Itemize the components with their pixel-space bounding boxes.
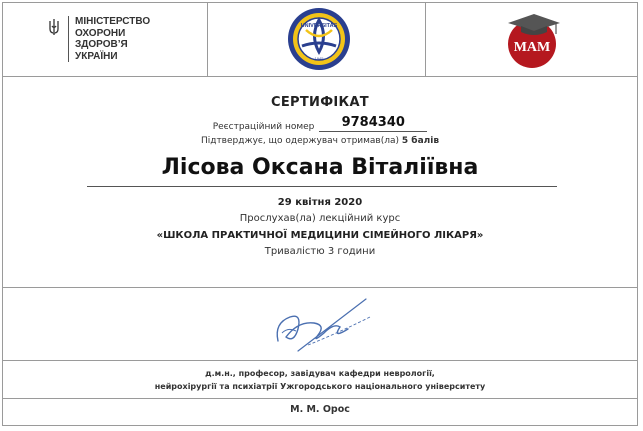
divider xyxy=(2,360,638,361)
divider xyxy=(2,287,638,288)
name-underline xyxy=(87,186,557,187)
signatory-name: М. М. Орос xyxy=(290,404,350,415)
university-logo-cell xyxy=(208,2,426,76)
registration-line xyxy=(2,115,638,132)
mam-logo-cell xyxy=(426,2,638,76)
listened-text: Прослухав(ла) лекційний курс xyxy=(239,213,401,224)
points-value: 5 балів xyxy=(401,136,440,146)
ministry-name: МІНІСТЕРСТВО ОХОРОНИ ЗДОРОВ’Я УКРАЇНИ xyxy=(68,16,178,62)
signatory-position xyxy=(2,367,638,393)
ministry-logo xyxy=(68,16,178,62)
confirmation-text: Підтверджує, що одержувач отримав(ла) xyxy=(200,136,400,146)
trident-icon xyxy=(48,18,60,40)
signatory-position-line-2: нейрохірургії та психіатрії Ужгородського національного університету xyxy=(154,382,486,391)
ministry-logo-cell xyxy=(2,2,208,76)
signature-image xyxy=(268,293,378,359)
svg-text:UNIVERSITAS: UNIVERSITAS xyxy=(300,23,338,29)
course-duration: Тривалістю 3 години xyxy=(264,246,376,257)
divider xyxy=(2,76,638,77)
recipient-name: Лісова Оксана Віталіївна xyxy=(161,155,479,180)
registration-number: 9784340 xyxy=(341,115,405,130)
divider xyxy=(2,398,638,399)
logo-row xyxy=(2,2,638,76)
svg-text:1945: 1945 xyxy=(314,56,324,61)
registration-label: Реєстраційний номер xyxy=(212,122,315,132)
university-seal-icon xyxy=(286,6,352,76)
certificate-title: СЕРТИФІКАТ xyxy=(271,95,369,110)
signatory-position-line-1: д.м.н., професор, завідувач кафедри неврології, xyxy=(205,369,435,378)
confirmation-line xyxy=(2,136,638,146)
mam-logo-icon xyxy=(504,12,564,74)
certificate-date: 29 квітня 2020 xyxy=(277,197,363,208)
svg-text:МАМ: МАМ xyxy=(513,40,551,55)
registration-field xyxy=(319,115,427,132)
course-name: «ШКОЛА ПРАКТИЧНОЇ МЕДИЦИНИ СІМЕЙНОГО ЛІКАРЯ» xyxy=(156,230,484,241)
